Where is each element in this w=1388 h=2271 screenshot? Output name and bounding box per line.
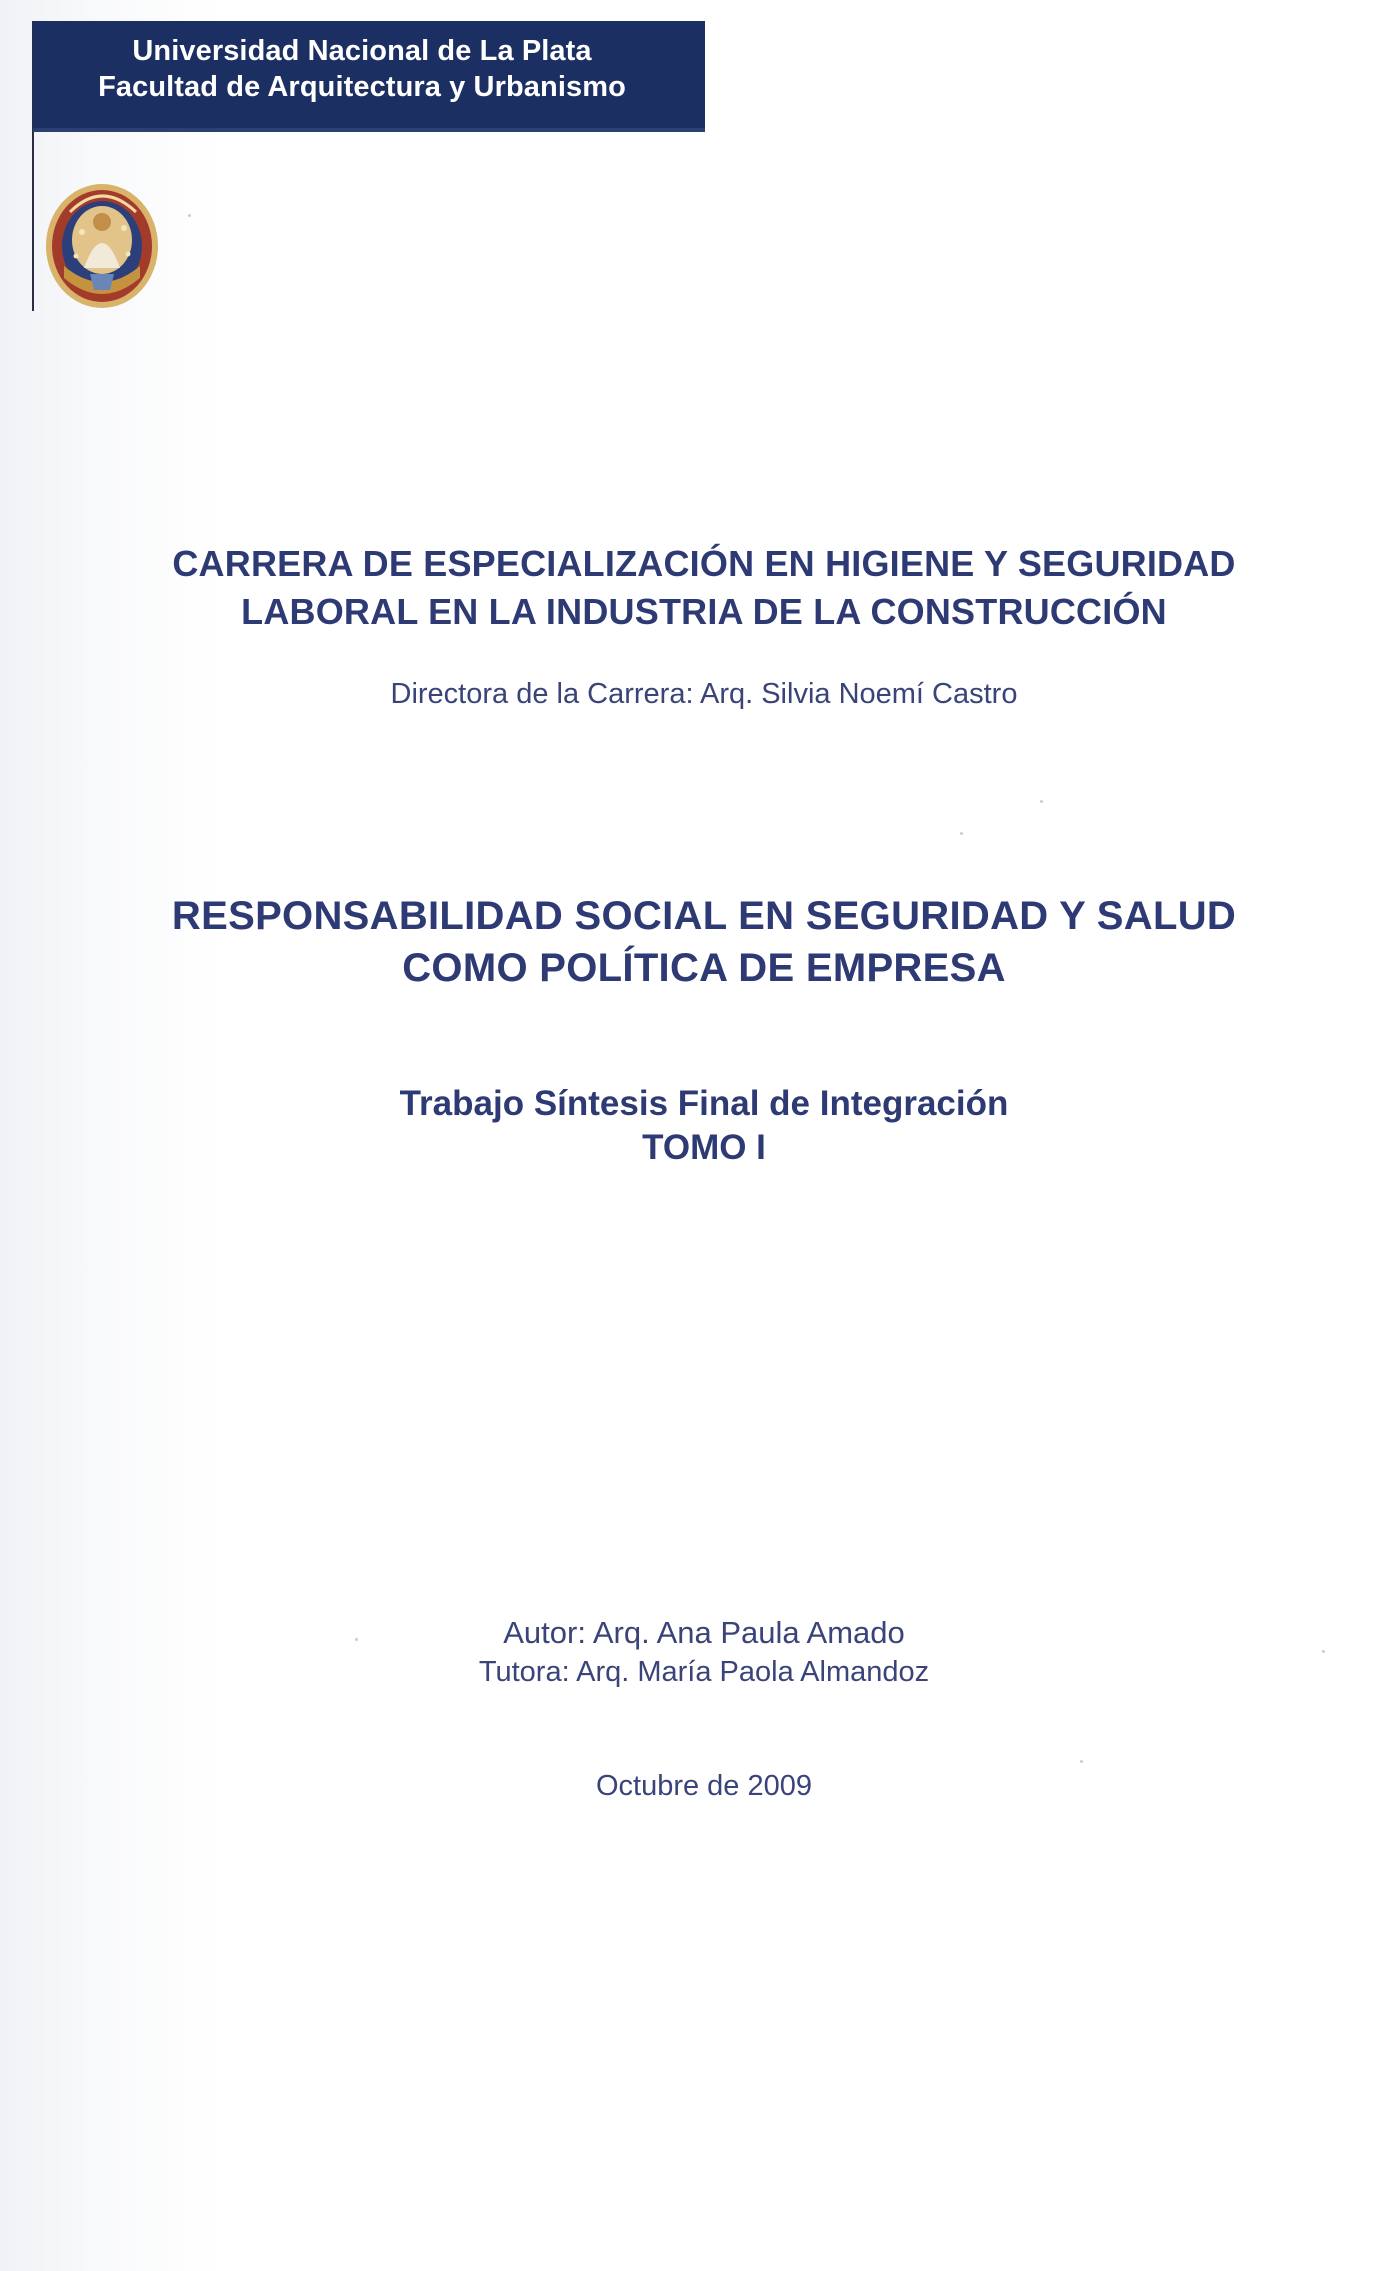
scan-speck bbox=[960, 832, 963, 835]
institution-header bbox=[33, 21, 705, 132]
university-seal-icon bbox=[44, 178, 162, 310]
work-type bbox=[10, 1082, 1388, 1170]
scan-speck bbox=[1080, 1760, 1083, 1763]
publication-date: Octubre de 2009 bbox=[595, 1770, 813, 1802]
work-title-line-1: RESPONSABILIDAD SOCIAL EN SEGURIDAD Y SALUD bbox=[171, 894, 1237, 938]
work-title bbox=[10, 890, 1388, 994]
career-title-line-2: LABORAL EN LA INDUSTRIA DE LA CONSTRUCCIÓN bbox=[241, 591, 1167, 632]
tutor-credit: Tutora: Arq. María Paola Almandoz bbox=[478, 1656, 930, 1688]
faculty-name: Facultad de Arquitectura y Urbanismo bbox=[98, 71, 626, 103]
career-title bbox=[10, 540, 1388, 636]
work-title-line-2: COMO POLÍTICA DE EMPRESA bbox=[402, 946, 1006, 990]
career-director: Directora de la Carrera: Arq. Silvia Noemí Castro bbox=[390, 678, 1018, 710]
scan-speck bbox=[355, 1638, 358, 1641]
scan-speck bbox=[1040, 800, 1043, 803]
work-type-label: Trabajo Síntesis Final de Integración bbox=[399, 1084, 1009, 1123]
university-name: Universidad Nacional de La Plata bbox=[132, 35, 592, 67]
scan-speck bbox=[188, 214, 191, 217]
scan-speck bbox=[1322, 1650, 1325, 1653]
author-credit: Autor: Arq. Ana Paula Amado bbox=[503, 1615, 905, 1650]
volume-label: TOMO I bbox=[642, 1128, 766, 1167]
career-title-line-1: CARRERA DE ESPECIALIZACIÓN EN HIGIENE Y SEGURIDAD bbox=[172, 543, 1236, 584]
header-underline bbox=[33, 128, 705, 132]
